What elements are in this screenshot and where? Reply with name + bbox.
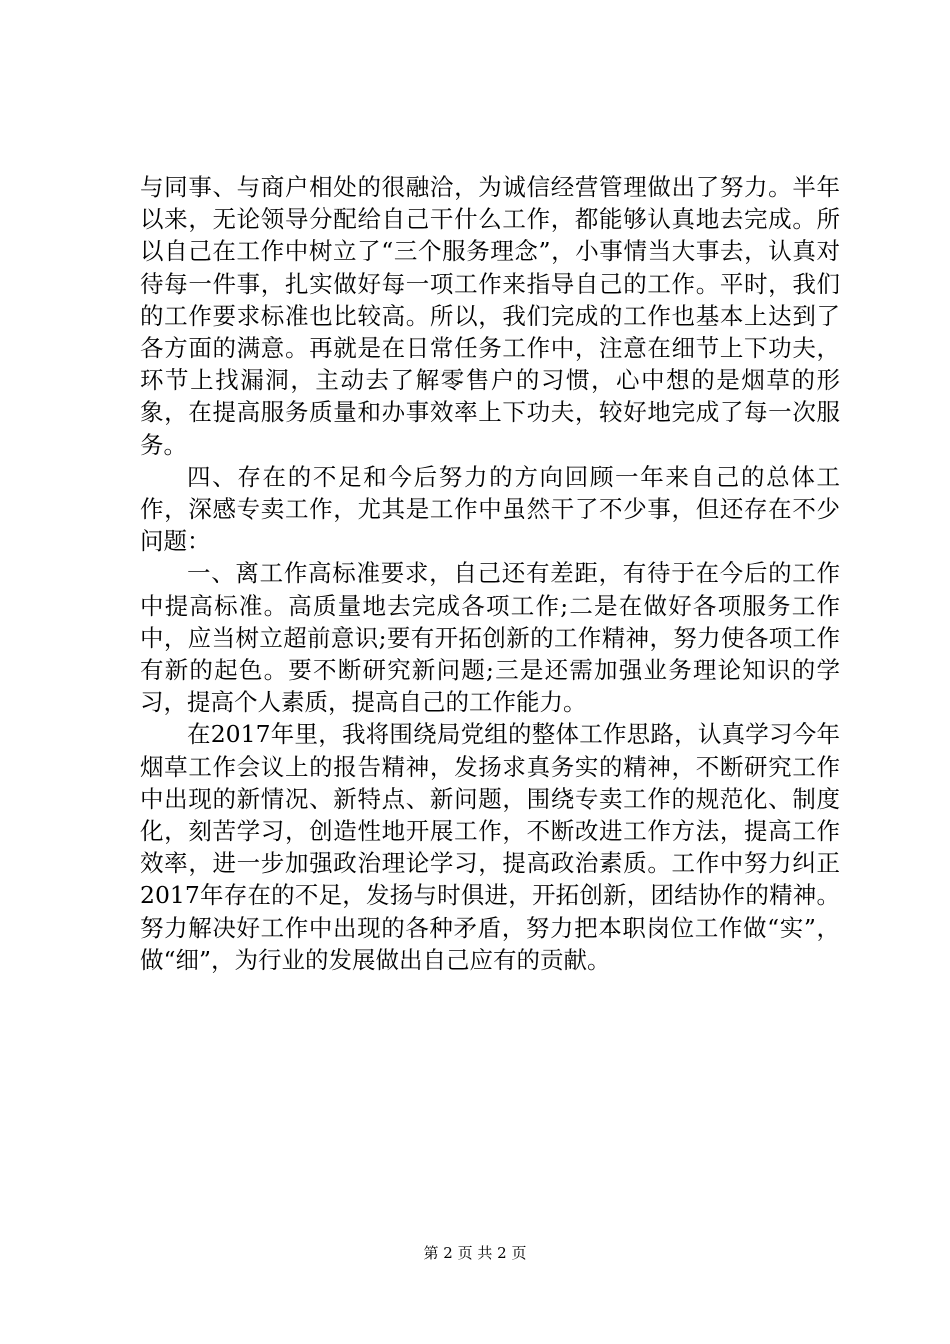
document-body <box>140 171 840 976</box>
paragraph-section-four: 四、存在的不足和今后努力的方向回顾一年来自己的总体工作，深感专卖工作，尤其是工作中虽然干了不少事，但还存在不少问题： <box>140 462 840 556</box>
paragraph-problems: 一、离工作高标准要求，自己还有差距，有待于在今后的工作中提高标准。高质量地去完成各项工作;二是在做好各项服务工作中，应当树立超前意识;要有开拓创新的工作精神，努力使各项工作有新的起色。要不断研究新问题;三是还需加强业务理论知识的学习，提高个人素质，提高自己的工作能力。 <box>140 559 840 717</box>
paragraph-plan-2017: 在2017年里，我将围绕局党组的整体工作思路，认真学习今年烟草工作会议上的报告精神，发扬求真务实的精神，不断研究工作中出现的新情况、新特点、新问题，围绕专卖工作的规范化、制度化，刻苦学习，创造性地开展工作，不断改进工作方法，提高工作效率，进一步加强政治理论学习，提高政治素质。工作中努力纠正2017年存在的不足，发扬与时俱进，开拓创新，团结协作的精神。努力解决好工作中出现的各种矛盾，努力把本职岗位工作做“实”，做“细”，为行业的发展做出自己应有的贡献。 <box>140 720 840 974</box>
paragraph-continuation: 与同事、与商户相处的很融洽，为诚信经营管理做出了努力。半年以来，无论领导分配给自己干什么工作，都能够认真地去完成。所以自己在工作中树立了“三个服务理念”，小事情当大事去，认真对待每一件事，扎实做好每一项工作来指导自己的工作。平时，我们的工作要求标准也比较高。所以，我们完成的工作也基本上达到了各方面的满意。再就是在日常任务工作中，注意在细节上下功夫，环节上找漏洞，主动去了解零售户的习惯，心中想的是烟草的形象，在提高服务质量和办事效率上下功夫，较好地完成了每一次服务。 <box>140 173 840 459</box>
page-number-footer: 第 2 页 共 2 页 <box>423 1244 527 1262</box>
